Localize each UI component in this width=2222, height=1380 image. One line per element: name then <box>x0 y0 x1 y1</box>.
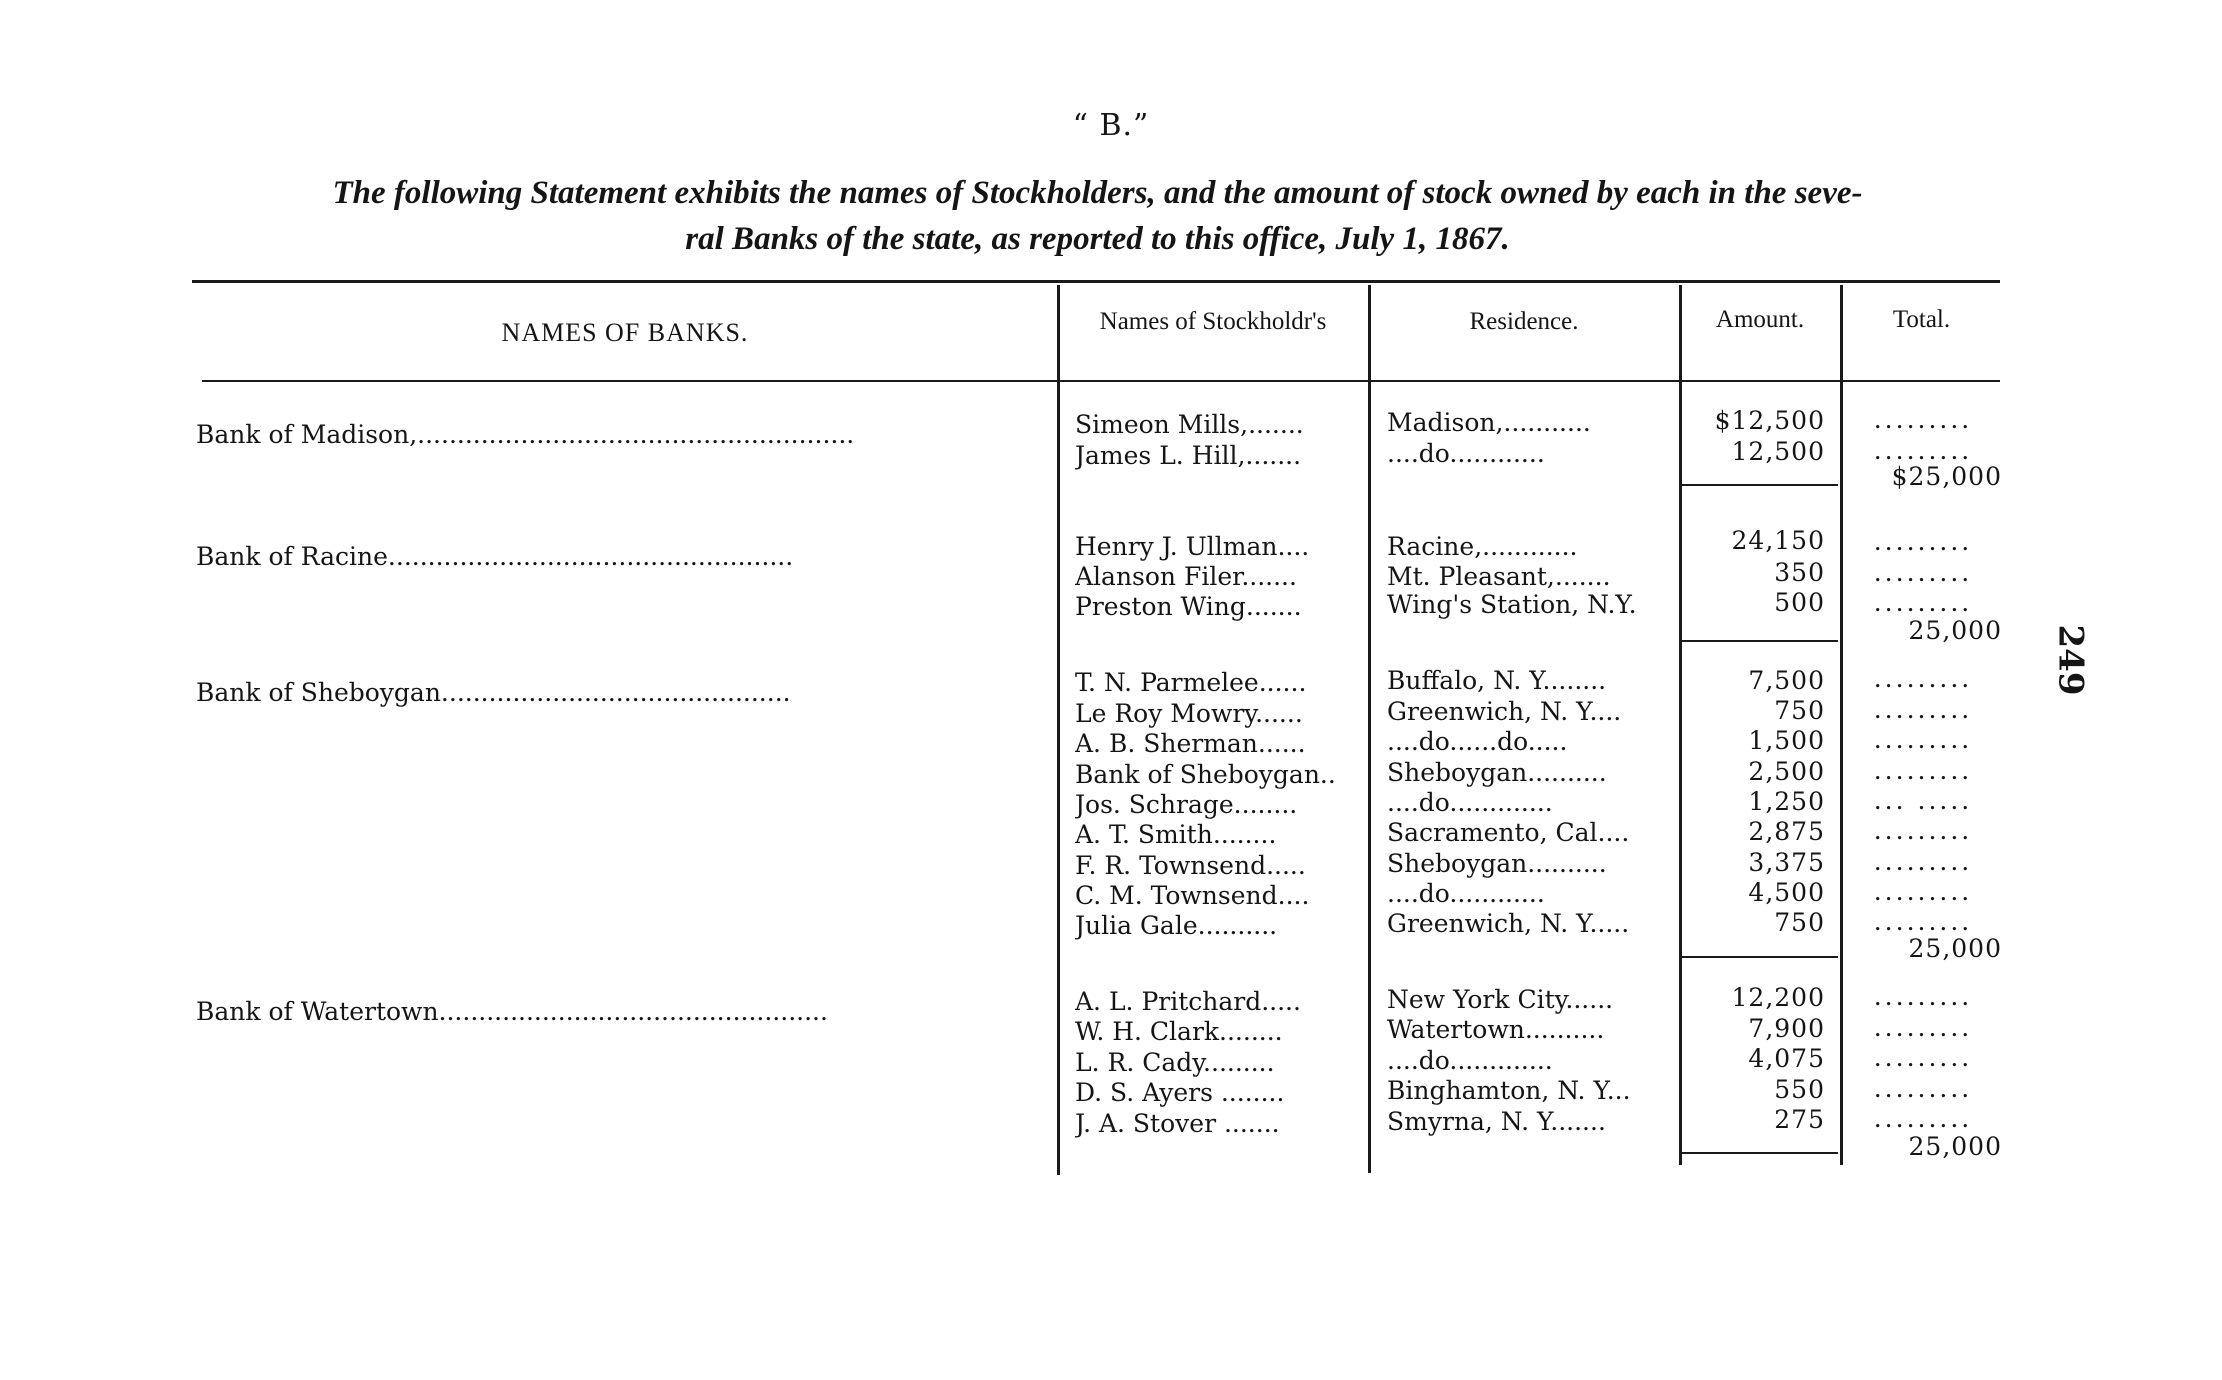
stockholder-residence: Watertown.......... <box>1387 1015 1605 1044</box>
bank-name-racine: Bank of Racine................................................... <box>196 542 794 571</box>
stockholder-name: Le Roy Mowry...... <box>1075 699 1303 728</box>
stockholder-name: A. L. Pritchard..... <box>1075 987 1301 1016</box>
stockholder-name: Alanson Filer....... <box>1075 562 1297 591</box>
total-leader: ......... <box>1873 558 1973 587</box>
stockholder-name: C. M. Townsend.... <box>1075 881 1310 910</box>
stockholder-name: J. A. Stover ....... <box>1075 1109 1280 1138</box>
stockholder-residence: Greenwich, N. Y.... <box>1387 697 1622 726</box>
stockholder-name: Jos. Schrage........ <box>1075 790 1298 819</box>
stock-amount: 1,500 <box>1748 726 1825 755</box>
stockholder-residence: ....do......do..... <box>1387 727 1568 756</box>
stockholder-residence: ....do............ <box>1387 879 1545 908</box>
stockholder-name: Julia Gale.......... <box>1075 911 1278 940</box>
bank-total: 25,000 <box>1908 934 2002 963</box>
total-leader: ......... <box>1873 1013 1973 1042</box>
stockholder-residence: Wing's Station, N.Y. <box>1387 590 1637 619</box>
total-leader: ......... <box>1873 847 1973 876</box>
stockholder-residence: Sacramento, Cal.... <box>1387 818 1630 847</box>
stock-amount: 12,500 <box>1731 437 1825 466</box>
subtotal-rule-sheboygan <box>1682 956 1838 958</box>
total-leader: ......... <box>1873 527 1973 556</box>
table-top-rule <box>192 280 2000 283</box>
header-bottom-rule <box>202 380 2000 382</box>
total-leader: ... ..... <box>1873 786 1973 815</box>
total-leader: ......... <box>1873 982 1973 1011</box>
total-leader: ......... <box>1873 664 1973 693</box>
column-header-residence: Residence. <box>1469 308 1579 335</box>
stockholder-residence: Madison,........... <box>1387 408 1591 437</box>
total-leader: ......... <box>1873 405 1973 434</box>
total-leader: ......... <box>1873 725 1973 754</box>
total-leader: ......... <box>1873 816 1973 845</box>
bank-total: 25,000 <box>1908 1132 2002 1161</box>
section-heading: “ B.” <box>1072 108 1150 143</box>
stockholder-name: W. H. Clark........ <box>1075 1017 1283 1046</box>
column-divider-2 <box>1368 285 1371 1173</box>
column-header-total: Total. <box>1892 306 1951 333</box>
stock-amount: 4,075 <box>1748 1044 1825 1073</box>
bank-name-sheboygan: Bank of Sheboygan............................................ <box>196 678 791 707</box>
stockholder-residence: Binghamton, N. Y... <box>1387 1076 1631 1105</box>
stockholder-name: T. N. Parmelee...... <box>1075 668 1307 697</box>
column-header-amount: Amount. <box>1715 306 1805 333</box>
subtotal-rule-watertown <box>1682 1152 1838 1154</box>
stockholder-name: A. B. Sherman...... <box>1075 729 1306 758</box>
stock-amount: 750 <box>1774 696 1825 725</box>
stockholder-residence: Sheboygan.......... <box>1387 849 1607 878</box>
stockholder-name: Bank of Sheboygan.. <box>1075 760 1336 789</box>
table-caption <box>190 170 2005 262</box>
total-leader: ......... <box>1873 588 1973 617</box>
stockholder-residence: New York City...... <box>1387 985 1614 1014</box>
stockholder-residence: Buffalo, N. Y........ <box>1387 666 1607 695</box>
stockholder-residence: Mt. Pleasant,....... <box>1387 562 1611 591</box>
stockholder-name: Simeon Mills,....... <box>1075 410 1304 439</box>
total-leader: ......... <box>1873 695 1973 724</box>
stockholder-name: Preston Wing....... <box>1075 592 1302 621</box>
total-leader: ......... <box>1873 756 1973 785</box>
column-divider-1 <box>1057 285 1060 1175</box>
stock-amount: 500 <box>1774 588 1825 617</box>
stockholder-residence: ....do............. <box>1387 1046 1553 1075</box>
stock-amount: 275 <box>1774 1105 1825 1134</box>
stock-amount: 750 <box>1774 908 1825 937</box>
stock-amount: 3,375 <box>1748 848 1825 877</box>
column-header-stockholders: Names of Stockholdr's <box>1099 308 1327 335</box>
caption-line-1: The following Statement exhibits the names of Stockholders, and the amount of stock owned by each in the seve- <box>332 175 1863 211</box>
stock-amount: 550 <box>1774 1075 1825 1104</box>
total-leader: ......... <box>1873 1074 1973 1103</box>
stock-amount: 4,500 <box>1748 878 1825 907</box>
stock-amount: $12,500 <box>1714 406 1825 435</box>
stockholder-name: Henry J. Ullman.... <box>1075 532 1310 561</box>
subtotal-rule-madison <box>1682 484 1838 486</box>
stock-amount: 12,200 <box>1731 983 1825 1012</box>
bank-total: 25,000 <box>1908 616 2002 645</box>
stockholder-name: D. S. Ayers ........ <box>1075 1078 1285 1107</box>
stock-amount: 2,500 <box>1748 757 1825 786</box>
column-divider-3 <box>1679 285 1682 1165</box>
caption-line-2: ral Banks of the state, as reported to this office, July 1, 1867. <box>685 221 1510 257</box>
subtotal-rule-racine <box>1682 640 1838 642</box>
total-leader: ......... <box>1873 1043 1973 1072</box>
stock-amount: 1,250 <box>1748 787 1825 816</box>
bank-total: $25,000 <box>1891 462 2002 491</box>
column-divider-4 <box>1840 285 1843 1165</box>
stockholder-name: L. R. Cady......... <box>1075 1048 1275 1077</box>
stock-amount: 7,900 <box>1748 1014 1825 1043</box>
stock-amount: 2,875 <box>1748 817 1825 846</box>
total-leader: ......... <box>1873 436 1973 465</box>
stock-amount: 350 <box>1774 558 1825 587</box>
total-leader: ......... <box>1873 1104 1973 1133</box>
stockholder-residence: Smyrna, N. Y....... <box>1387 1107 1606 1136</box>
stockholder-residence: ....do............ <box>1387 439 1545 468</box>
stockholder-residence: Racine,............ <box>1387 532 1578 561</box>
total-leader: ......... <box>1873 877 1973 906</box>
page-number: 249 <box>2050 624 2091 696</box>
bank-name-madison: Bank of Madison,....................................................... <box>196 420 855 449</box>
stockholder-name: A. T. Smith........ <box>1075 820 1277 849</box>
column-header-banks: NAMES OF BANKS. <box>501 318 749 347</box>
stockholder-name: James L. Hill,....... <box>1075 441 1302 470</box>
stockholder-residence: ....do............. <box>1387 788 1553 817</box>
stockholder-residence: Greenwich, N. Y..... <box>1387 909 1630 938</box>
stock-amount: 24,150 <box>1731 526 1825 555</box>
stock-amount: 7,500 <box>1748 666 1825 695</box>
stockholder-residence: Sheboygan.......... <box>1387 758 1607 787</box>
stockholder-name: F. R. Townsend..... <box>1075 851 1306 880</box>
bank-name-watertown: Bank of Watertown................................................. <box>196 997 828 1026</box>
total-leader: ......... <box>1873 907 1973 936</box>
